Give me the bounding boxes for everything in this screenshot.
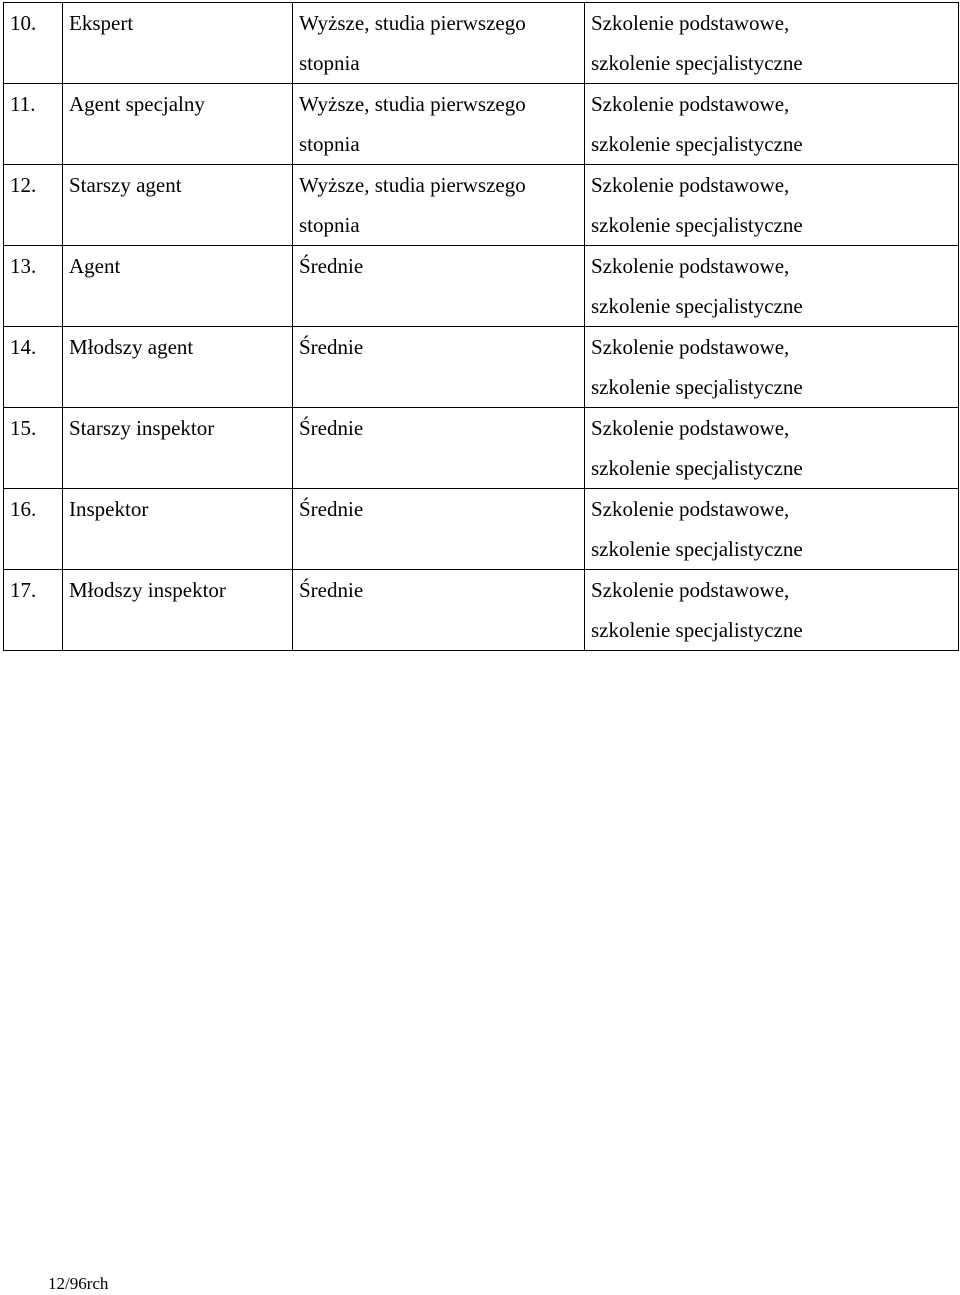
position-name: Agent specjalny (69, 92, 205, 116)
education-line: Średnie (299, 335, 364, 359)
training-cell (585, 570, 959, 651)
training-cell (585, 84, 959, 165)
education-line: Średnie (299, 578, 364, 602)
training-line: Szkolenie podstawowe, (591, 92, 790, 116)
position-name: Młodszy inspektor (69, 578, 226, 602)
table-row (4, 327, 959, 408)
education-cell (293, 408, 585, 489)
education-cell (293, 3, 585, 84)
education-cell (293, 246, 585, 327)
row-number-cell (4, 165, 63, 246)
table-row (4, 570, 959, 651)
training-line: Szkolenie podstawowe, (591, 416, 790, 440)
table-row (4, 246, 959, 327)
training-line: Szkolenie podstawowe, (591, 254, 790, 278)
training-line: szkolenie specjalistyczne (591, 51, 803, 75)
education-cell (293, 570, 585, 651)
education-line: Średnie (299, 416, 364, 440)
training-line: szkolenie specjalistyczne (591, 618, 803, 642)
row-number-cell (4, 246, 63, 327)
row-number: 14. (10, 335, 37, 359)
education-cell (293, 165, 585, 246)
table-row (4, 3, 959, 84)
position-name: Starszy inspektor (69, 416, 215, 440)
position-cell (63, 570, 293, 651)
training-cell (585, 489, 959, 570)
page-footer: 12/96rch (48, 1274, 109, 1293)
position-name: Młodszy agent (69, 335, 194, 359)
training-line: Szkolenie podstawowe, (591, 335, 790, 359)
table-row (4, 408, 959, 489)
training-line: Szkolenie podstawowe, (591, 11, 790, 35)
position-cell (63, 84, 293, 165)
row-number: 13. (10, 254, 37, 278)
position-name: Starszy agent (69, 173, 182, 197)
education-cell (293, 327, 585, 408)
training-cell (585, 246, 959, 327)
table-row (4, 165, 959, 246)
position-cell (63, 165, 293, 246)
table-row (4, 84, 959, 165)
position-cell (63, 327, 293, 408)
row-number: 12. (10, 173, 37, 197)
training-line: szkolenie specjalistyczne (591, 132, 803, 156)
position-name: Ekspert (69, 11, 134, 35)
training-cell (585, 327, 959, 408)
row-number: 11. (10, 92, 36, 116)
training-cell (585, 3, 959, 84)
education-line: Wyższe, studia pierwszego (299, 11, 526, 35)
training-line: szkolenie specjalistyczne (591, 375, 803, 399)
position-name: Agent (69, 254, 121, 278)
row-number-cell (4, 408, 63, 489)
education-line: Wyższe, studia pierwszego (299, 92, 526, 116)
training-line: szkolenie specjalistyczne (591, 537, 803, 561)
row-number: 16. (10, 497, 37, 521)
education-line: Średnie (299, 254, 364, 278)
positions-table (3, 2, 959, 651)
training-line: Szkolenie podstawowe, (591, 173, 790, 197)
row-number-cell (4, 489, 63, 570)
row-number: 15. (10, 416, 37, 440)
training-line: szkolenie specjalistyczne (591, 294, 803, 318)
row-number-cell (4, 327, 63, 408)
training-cell (585, 165, 959, 246)
training-line: Szkolenie podstawowe, (591, 578, 790, 602)
row-number-cell (4, 84, 63, 165)
positions-table-body (4, 3, 959, 651)
training-line: szkolenie specjalistyczne (591, 456, 803, 480)
row-number-cell (4, 3, 63, 84)
position-cell (63, 3, 293, 84)
training-line: Szkolenie podstawowe, (591, 497, 790, 521)
training-cell (585, 408, 959, 489)
education-line: stopnia (299, 132, 360, 156)
training-line: szkolenie specjalistyczne (591, 213, 803, 237)
position-name: Inspektor (69, 497, 149, 521)
education-cell (293, 84, 585, 165)
position-cell (63, 246, 293, 327)
table-row (4, 489, 959, 570)
position-cell (63, 489, 293, 570)
row-number: 17. (10, 578, 37, 602)
education-line: stopnia (299, 213, 360, 237)
row-number: 10. (10, 11, 37, 35)
education-line: Średnie (299, 497, 364, 521)
position-cell (63, 408, 293, 489)
education-line: stopnia (299, 51, 360, 75)
education-cell (293, 489, 585, 570)
row-number-cell (4, 570, 63, 651)
education-line: Wyższe, studia pierwszego (299, 173, 526, 197)
